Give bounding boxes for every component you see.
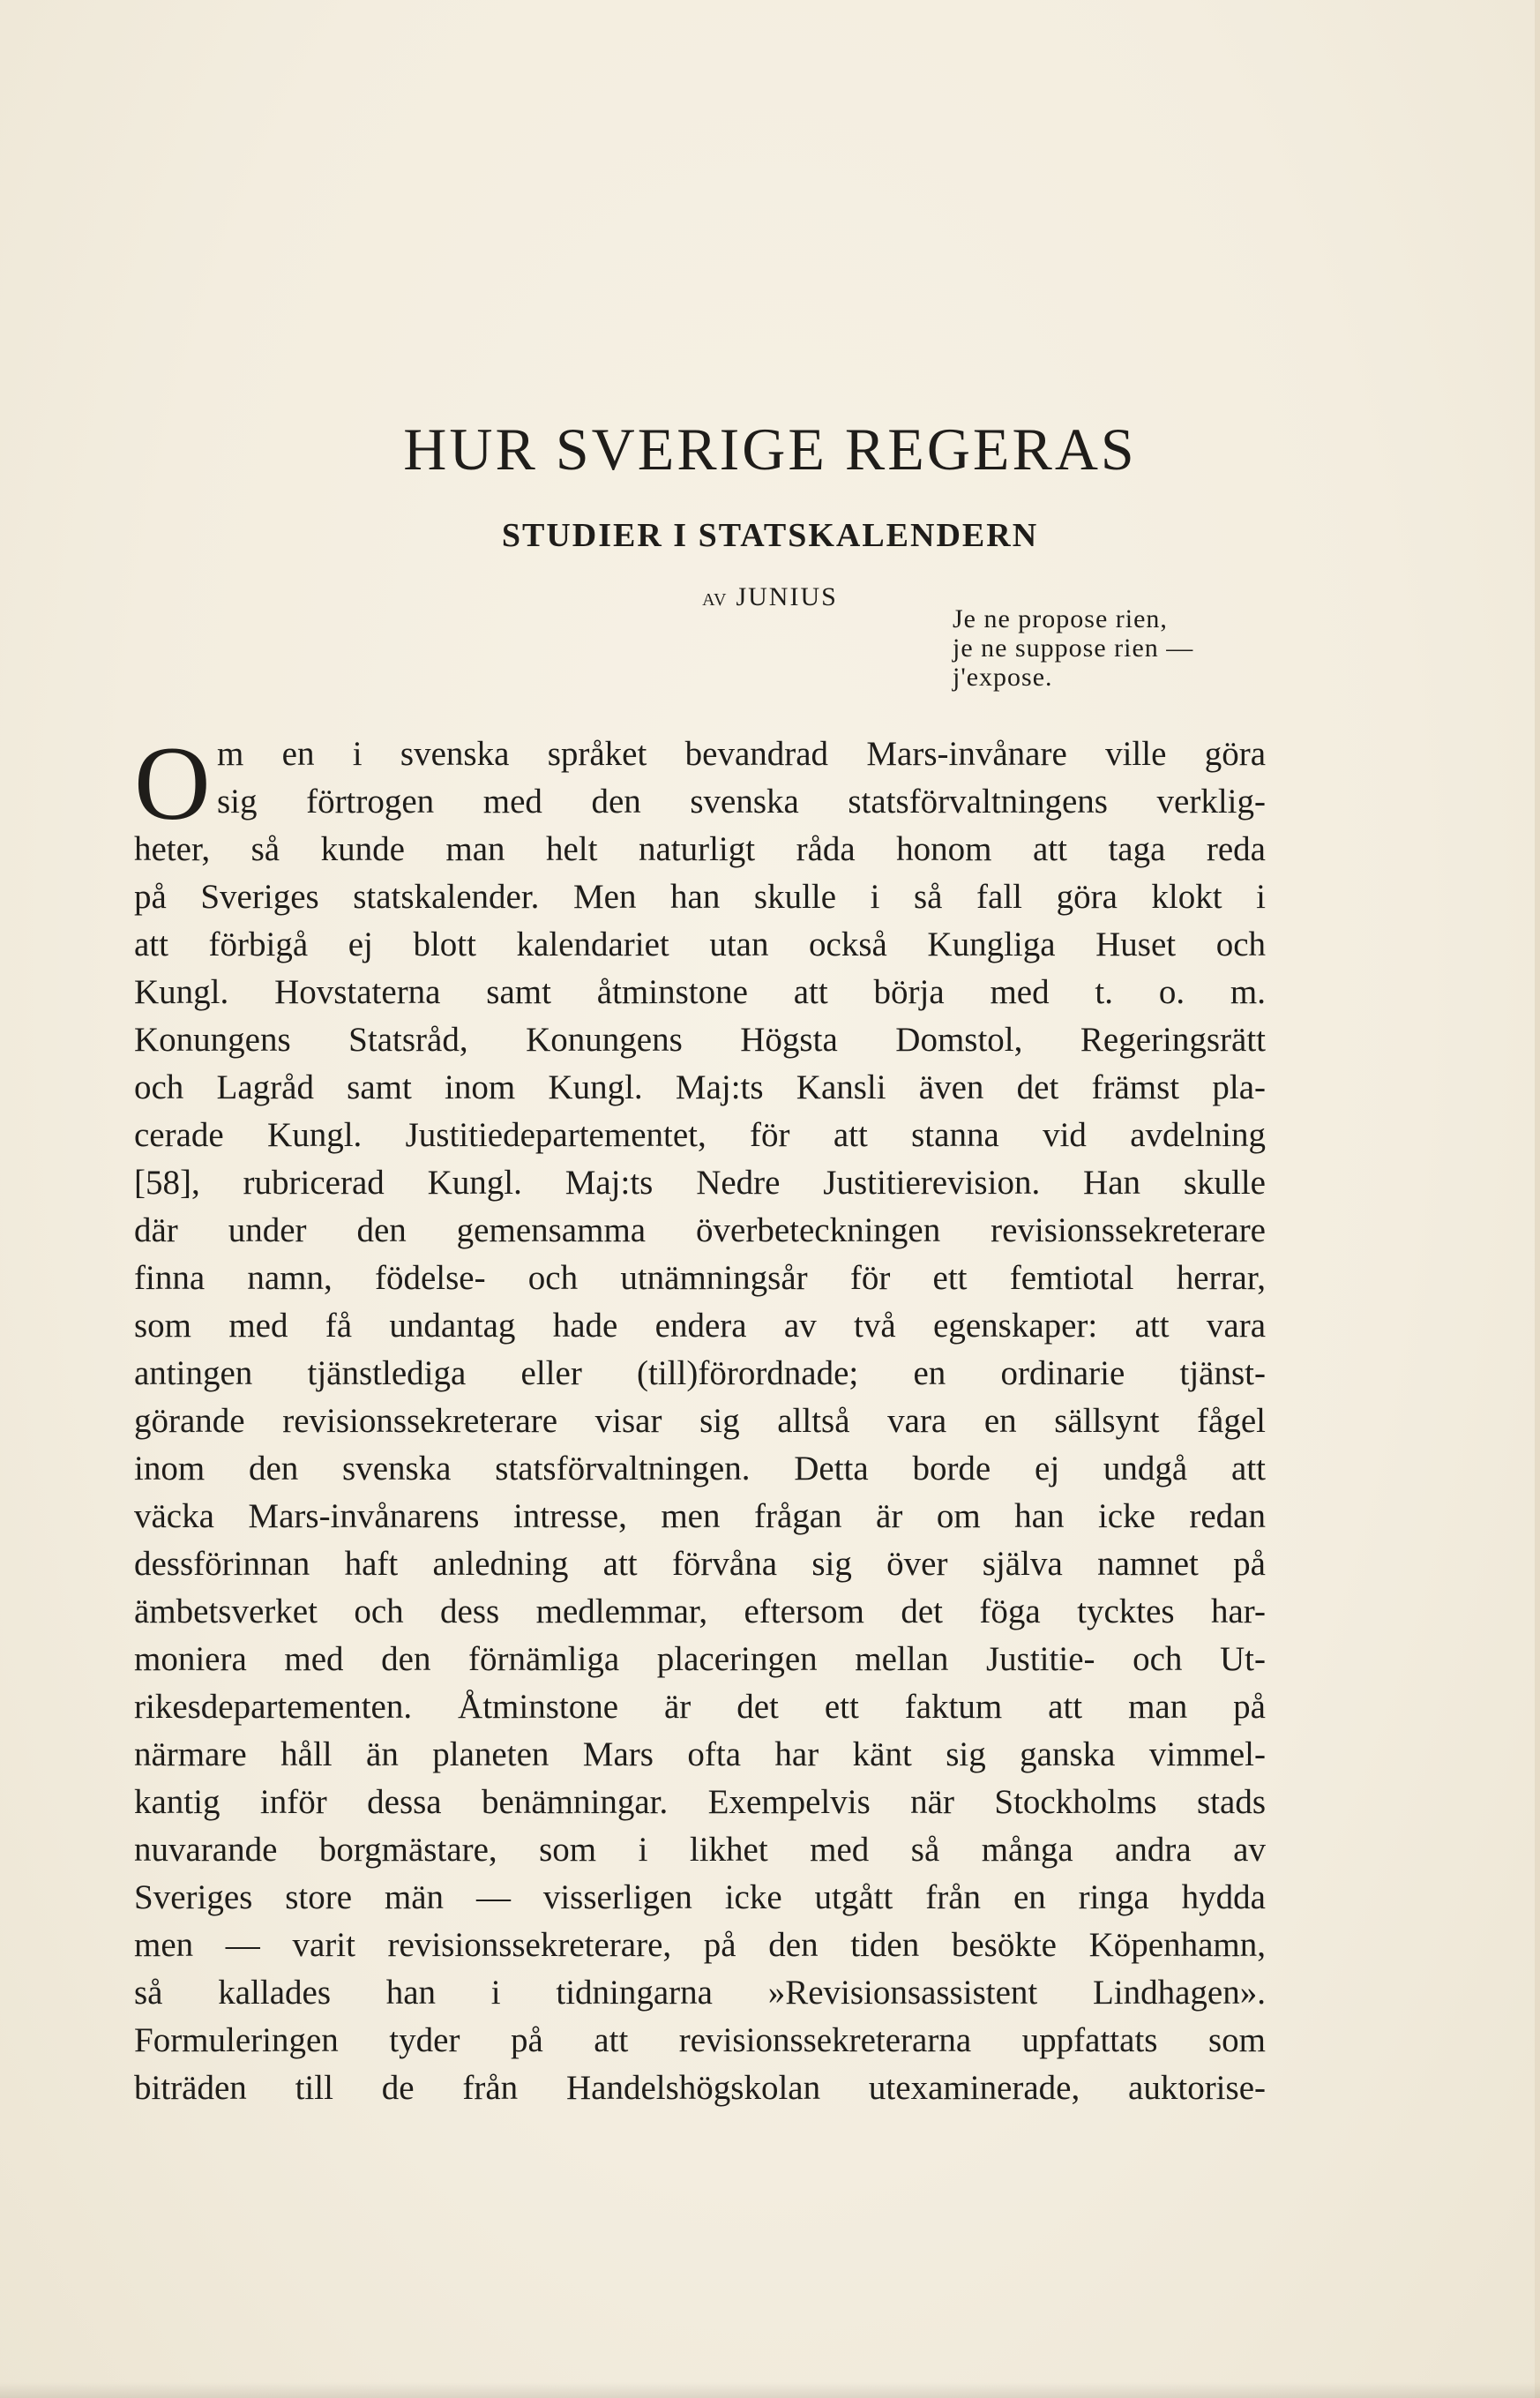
- body-line: inom den svenska statsförvaltningen. Detta borde ej undgå att: [134, 1450, 1266, 1488]
- body-line: där under den gemensamma överbeteckningen revisionssekreterare: [134, 1211, 1266, 1249]
- body-line: Kungl. Hovstaterna samt åtminstone att börja med t. o. m.: [134, 973, 1266, 1011]
- body-line: heter, så kunde man helt naturligt råda honom att taga reda: [134, 830, 1266, 868]
- body-line: så kallades han i tidningarna »Revisionsassistent Lindhagen».: [134, 1974, 1266, 2012]
- epigraph-line: Je ne propose rien,: [953, 604, 1168, 633]
- body-line: på Sveriges statskalender. Men han skulle i så fall göra klokt i: [134, 878, 1266, 916]
- body-line: men — varit revisionssekreterare, på den tiden besökte Köpenhamn,: [134, 1926, 1266, 1964]
- body-line: dessförinnan haft anledning att förvåna sig över själva namnet på: [134, 1545, 1266, 1583]
- byline-author: JUNIUS: [736, 582, 838, 611]
- body-line: sig förtrogen med den svenska statsförvaltningens verklig-: [217, 783, 1266, 821]
- body-line: finna namn, födelse- och utnämningsår för ett femtiotal herrar,: [134, 1259, 1266, 1297]
- body-line: cerade Kungl. Justitiedepartementet, för att stanna vid avdelning: [134, 1116, 1266, 1154]
- body-line: moniera med den förnämliga placeringen mellan Justitie- och Ut-: [134, 1640, 1266, 1678]
- page-edge-right: [1535, 0, 1540, 2398]
- byline-prefix: AV: [702, 590, 728, 610]
- body-line: [58], rubricerad Kungl. Maj:ts Nedre Justitierevision. Han skulle: [134, 1164, 1266, 1202]
- body-text: [134, 724, 1266, 2112]
- body-line: Sveriges store män — visserligen icke utgått från en ringa hydda: [134, 1878, 1266, 1916]
- body-line: att förbigå ej blott kalendariet utan också Kungliga Huset och: [134, 925, 1266, 963]
- byline: [0, 582, 1540, 612]
- article-subtitle: STUDIER I STATSKALENDERN: [501, 517, 1039, 554]
- body-line: rikesdepartementen. Åtminstone är det ett faktum att man på: [134, 1688, 1266, 1726]
- body-line: och Lagråd samt inom Kungl. Maj:ts Kansli även det främst pla-: [134, 1068, 1266, 1106]
- epigraph-line: je ne suppose rien —: [953, 633, 1194, 663]
- body-line: väcka Mars-invånarens intresse, men frågan är om han icke redan: [134, 1497, 1266, 1535]
- body-line: kantig inför dessa benämningar. Exempelvis när Stockholms stads: [134, 1783, 1266, 1821]
- body-line: nuvarande borgmästare, som i likhet med så många andra av: [134, 1831, 1266, 1869]
- body-line: biträden till de från Handelshögskolan utexaminerade, auktorise-: [134, 2069, 1266, 2107]
- body-line: m en i svenska språket bevandrad Mars-invånare ville göra: [217, 735, 1266, 773]
- body-line: som med få undantag hade endera av två egenskaper: att vara: [134, 1307, 1266, 1345]
- body-line: antingen tjänstlediga eller (till)förordnade; en ordinarie tjänst-: [134, 1354, 1266, 1392]
- epigraph: [953, 604, 1305, 692]
- article-title: HUR SVERIGE REGERAS: [403, 416, 1137, 483]
- body-line: Konungens Statsråd, Konungens Högsta Domstol, Regeringsrätt: [134, 1021, 1266, 1059]
- body-line: görande revisionssekreterare visar sig alltså vara en sällsynt fågel: [134, 1402, 1266, 1440]
- body-line: närmare håll än planeten Mars ofta har känt sig ganska vimmel-: [134, 1735, 1266, 1773]
- body-line: Formuleringen tyder på att revisionssekreterarna uppfattats som: [134, 2021, 1266, 2059]
- page-edge-bottom: [0, 2382, 1540, 2398]
- drop-cap: O: [134, 724, 211, 842]
- epigraph-line: j'expose.: [953, 663, 1053, 692]
- body-line: ämbetsverket och dess medlemmar, eftersom det föga tycktes har-: [134, 1592, 1266, 1630]
